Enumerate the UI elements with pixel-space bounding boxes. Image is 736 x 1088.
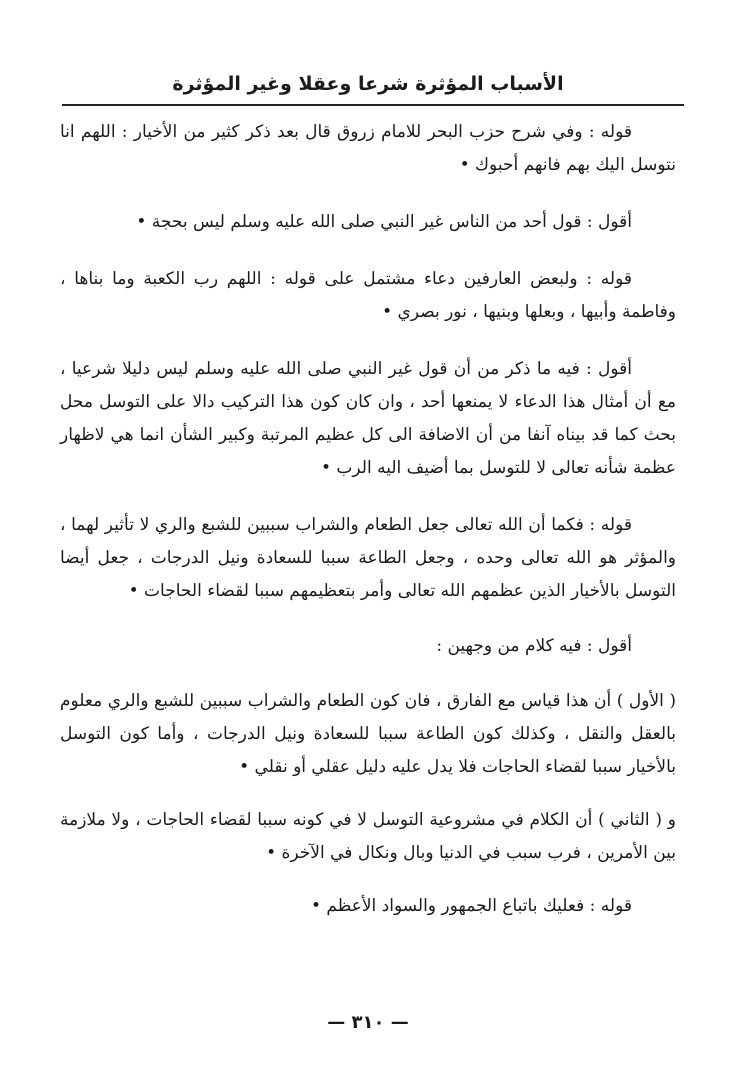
paragraph-2: أقول : قول أحد من الناس غير النبي صلى الله عليه وسلم ليس بحجة • (136, 212, 632, 232)
running-header-title: الأسباب المؤثرة شرعا وعقلا وغير المؤثرة (172, 73, 564, 95)
paragraph-spacer (60, 870, 676, 890)
paragraph-spacer (60, 608, 676, 630)
paragraph-8: و ( الثاني ) أن الكلام في مشروعية التوسل لا في كونه سببا لقضاء الحاجات ، ولا ملازمة بين الأمرين ، فرب سبب في الدنيا وبال ونكال في الآخرة • (60, 810, 676, 863)
paragraph-7: ( الأول ) أن هذا قياس مع الفارق ، فان كون الطعام والشراب سببين للشبع والري معلوم بالعقل والنقل ، وكذلك كون الطاعة سببا للسعادة ونيل الدرجات ، وأما كون التوسل بالأخيار سببا لقضاء الحاجات فلا يدل عليه دليل عقلي أو نقلي • (60, 691, 676, 777)
header-rule (62, 104, 684, 106)
paragraph-1: قوله : وفي شرح حزب البحر للامام زروق قال بعد ذكر كثير من الأخيار : اللهم انا نتوسل اليك بهم فانهم أحبوك • (60, 122, 676, 175)
paragraph-4: أقول : فيه ما ذكر من أن قول غير النبي صلى الله عليه وسلم ليس دليلا شرعيا ، مع أن أمثال هذا الدعاء لا يمنعها أحد ، وان كان كون هذا التركيب دالا على التوسل محل بحث كما قد بيناه آنفا من أن الاضافة الى كل عظيم المرتبة وكبير الشأن انما هي لاظهار عظمة شأنه تعالى لا للتوسل بما أضيف اليه الرب • (60, 359, 676, 478)
paragraph-3: قوله : ولبعض العارفين دعاء مشتمل على قوله : اللهم رب الكعبة وما بناها ، وفاطمة وأبيها ، وبعلها وبنيها ، نور بصري • (60, 269, 676, 322)
paragraph-spacer (60, 239, 676, 263)
paragraph-9: قوله : فعليك باتباع الجمهور والسواد الأعظم • (311, 896, 632, 916)
paragraph-spacer (60, 663, 676, 685)
paragraph-spacer (60, 784, 676, 804)
page-number: — ٣١٠ — (327, 1012, 409, 1033)
paragraph-5: قوله : فكما أن الله تعالى جعل الطعام والشراب سببين للشبع والري لا تأثير لهما ، والمؤثر هو الله تعالى وحده ، وجعل الطاعة سببا للسعادة ونيل الدرجات ، جعل أيضا التوسل بالأخيار الذين عظمهم الله تعالى وأمر بتعظيمهم سببا لقضاء الحاجات • (60, 515, 676, 601)
paragraph-spacer (60, 329, 676, 353)
paragraph-spacer (60, 485, 676, 509)
paragraph-6: أقول : فيه كلام من وجهين : (436, 636, 632, 656)
paragraph-spacer (60, 182, 676, 206)
page-body (60, 116, 676, 923)
